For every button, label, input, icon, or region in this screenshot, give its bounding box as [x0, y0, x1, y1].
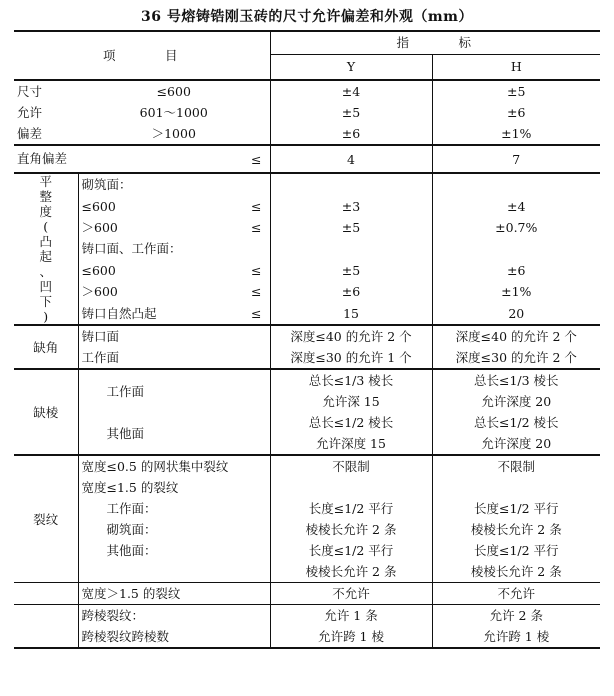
corner-y: 深度≤40 的允许 2 个	[270, 325, 432, 347]
crack-masonry-face: 砌筑面：	[78, 519, 270, 540]
flatness-range: ≤600	[78, 260, 218, 281]
corner-face: 工作面	[78, 347, 270, 369]
flatness-y: ±5	[270, 260, 432, 281]
flatness-le: ≤	[251, 262, 262, 278]
flatness-label-char: 、	[39, 264, 52, 279]
flatness-row	[14, 217, 600, 238]
flatness-label-char: 凸	[39, 234, 52, 249]
crack-net-text: 宽度≤0.5 的网状集中裂纹	[78, 455, 270, 477]
corner-h: 深度≤30 的允许 2 个	[432, 347, 600, 369]
header-y: Y	[270, 55, 432, 81]
crack-row	[14, 519, 600, 540]
crack-y: 不允许	[270, 583, 432, 605]
flatness-label-char: 下	[39, 294, 52, 309]
crack-work-face: 工作面：	[78, 498, 270, 519]
flatness-row	[14, 238, 600, 259]
flatness-range: ≤600	[78, 195, 218, 216]
corner-y: 深度≤30 的允许 1 个	[270, 347, 432, 369]
crack-h: 不限制	[432, 455, 600, 477]
flatness-natural-label: 铸口自然凸起	[78, 303, 218, 325]
crack-other-face: 其他面：	[78, 540, 270, 561]
size-h: ±6	[432, 102, 600, 123]
size-label-3: 偏差	[17, 126, 43, 141]
edge-y: 总长≤1/3 棱长	[270, 369, 432, 391]
crack-h: 不允许	[432, 583, 600, 605]
flatness-h: ±6	[432, 260, 600, 281]
edge-h: 总长≤1/2 棱长	[432, 412, 600, 433]
flatness-y: ±3	[270, 195, 432, 216]
header-indicator: 指 标	[270, 31, 600, 55]
corner-label: 缺角	[14, 325, 78, 369]
right-angle-row	[14, 145, 600, 173]
flatness-h: ±0.7%	[432, 217, 600, 238]
flatness-row	[14, 281, 600, 302]
crack-row	[14, 605, 600, 627]
flatness-label-char: 平	[39, 174, 52, 189]
header-item: 项 目	[14, 31, 270, 80]
flatness-row	[14, 173, 600, 195]
crack-h: 长度≤1/2 平行	[432, 498, 600, 519]
size-h: ±1%	[432, 123, 600, 145]
crack-cross-count-text: 跨棱裂纹跨棱数	[78, 626, 270, 648]
crack-y: 棱棱长允许 2 条	[270, 519, 432, 540]
flatness-label-char: 起	[39, 249, 52, 264]
crack-y: 不限制	[270, 455, 432, 477]
size-row	[14, 102, 600, 123]
crack-row	[14, 498, 600, 519]
spec-table	[14, 30, 600, 649]
flatness-h: ±1%	[432, 281, 600, 302]
edge-y: 总长≤1/2 棱长	[270, 412, 432, 433]
size-range: 601～1000	[139, 105, 208, 120]
flatness-label	[14, 173, 78, 325]
flatness-y: ±6	[270, 281, 432, 302]
corner-h: 深度≤40 的允许 2 个	[432, 325, 600, 347]
crack-h: 允许 2 条	[432, 605, 600, 627]
crack-h: 棱棱长允许 2 条	[432, 519, 600, 540]
header-h: H	[432, 55, 600, 81]
flatness-masonry-header: 砌筑面：	[78, 173, 270, 195]
crack-y: 允许跨 1 棱	[270, 626, 432, 648]
crack-h: 长度≤1/2 平行	[432, 540, 600, 561]
crack-row	[14, 583, 600, 605]
crack-label: 裂纹	[14, 455, 78, 583]
crack-y: 允许 1 条	[270, 605, 432, 627]
right-angle-label: 直角偏差	[14, 145, 218, 173]
edge-label: 缺棱	[14, 369, 78, 455]
flatness-le: ≤	[251, 305, 262, 321]
corner-face: 铸口面	[78, 325, 270, 347]
flatness-range: ＞600	[78, 217, 218, 238]
size-y: ±6	[270, 123, 432, 145]
crack-y: 长度≤1/2 平行	[270, 540, 432, 561]
table-title: 36 号熔铸锆刚玉砖的尺寸允许偏差和外观（mm）	[141, 9, 473, 25]
size-label-1: 尺寸	[14, 80, 78, 102]
edge-h: 允许深度 20	[432, 433, 600, 455]
edge-row	[14, 369, 600, 391]
flatness-h: 20	[432, 303, 600, 325]
flatness-le: ≤	[251, 284, 262, 300]
right-angle-y: 4	[270, 145, 432, 173]
flatness-h: ±4	[432, 195, 600, 216]
flatness-y: 15	[270, 303, 432, 325]
crack-row	[14, 477, 600, 498]
flatness-label-char: (	[43, 219, 49, 234]
flatness-label-char: 整	[39, 189, 52, 204]
corner-row	[14, 325, 600, 347]
flatness-label-char: )	[43, 309, 49, 324]
crack-row	[14, 455, 600, 477]
flatness-y: ±5	[270, 217, 432, 238]
edge-h: 允许深度 20	[432, 391, 600, 412]
size-range: ≤600	[78, 80, 270, 102]
right-angle-h: 7	[432, 145, 600, 173]
edge-face-work: 工作面	[78, 369, 270, 412]
size-row	[14, 123, 600, 145]
flatness-label-char: 度	[39, 204, 52, 219]
crack-y: 棱棱长允许 2 条	[270, 561, 432, 583]
flatness-cast-header: 铸口面、工作面：	[78, 238, 270, 259]
crack-h: 棱棱长允许 2 条	[432, 561, 600, 583]
size-y: ±5	[270, 102, 432, 123]
crack-w15-header: 宽度≤1.5 的裂纹	[78, 477, 270, 498]
header-row-1	[14, 31, 600, 55]
edge-face-other: 其他面	[78, 412, 270, 455]
crack-cross-text: 跨棱裂纹：	[78, 605, 270, 627]
size-y: ±4	[270, 80, 432, 102]
edge-y: 允许深 15	[270, 391, 432, 412]
flatness-le: ≤	[251, 220, 262, 236]
flatness-label-char: 凹	[39, 279, 52, 294]
corner-row	[14, 347, 600, 369]
flatness-row	[14, 195, 600, 216]
size-label-2: 允许	[17, 105, 43, 120]
crack-h: 允许跨 1 棱	[432, 626, 600, 648]
flatness-row	[14, 260, 600, 281]
flatness-vertical-label	[39, 174, 53, 324]
crack-row	[14, 626, 600, 648]
edge-row	[14, 412, 600, 433]
crack-y: 长度≤1/2 平行	[270, 498, 432, 519]
size-range: ＞1000	[151, 126, 196, 141]
crack-row	[14, 540, 600, 561]
size-h: ±5	[432, 80, 600, 102]
flatness-range: ＞600	[78, 281, 218, 302]
flatness-le: ≤	[251, 198, 262, 214]
crack-row	[14, 561, 600, 583]
edge-h: 总长≤1/3 棱长	[432, 369, 600, 391]
flatness-row	[14, 303, 600, 325]
edge-y: 允许深度 15	[270, 433, 432, 455]
size-row	[14, 80, 600, 102]
right-angle-le: ≤	[218, 145, 270, 173]
crack-gt15-text: 宽度＞1.5 的裂纹	[78, 583, 270, 605]
